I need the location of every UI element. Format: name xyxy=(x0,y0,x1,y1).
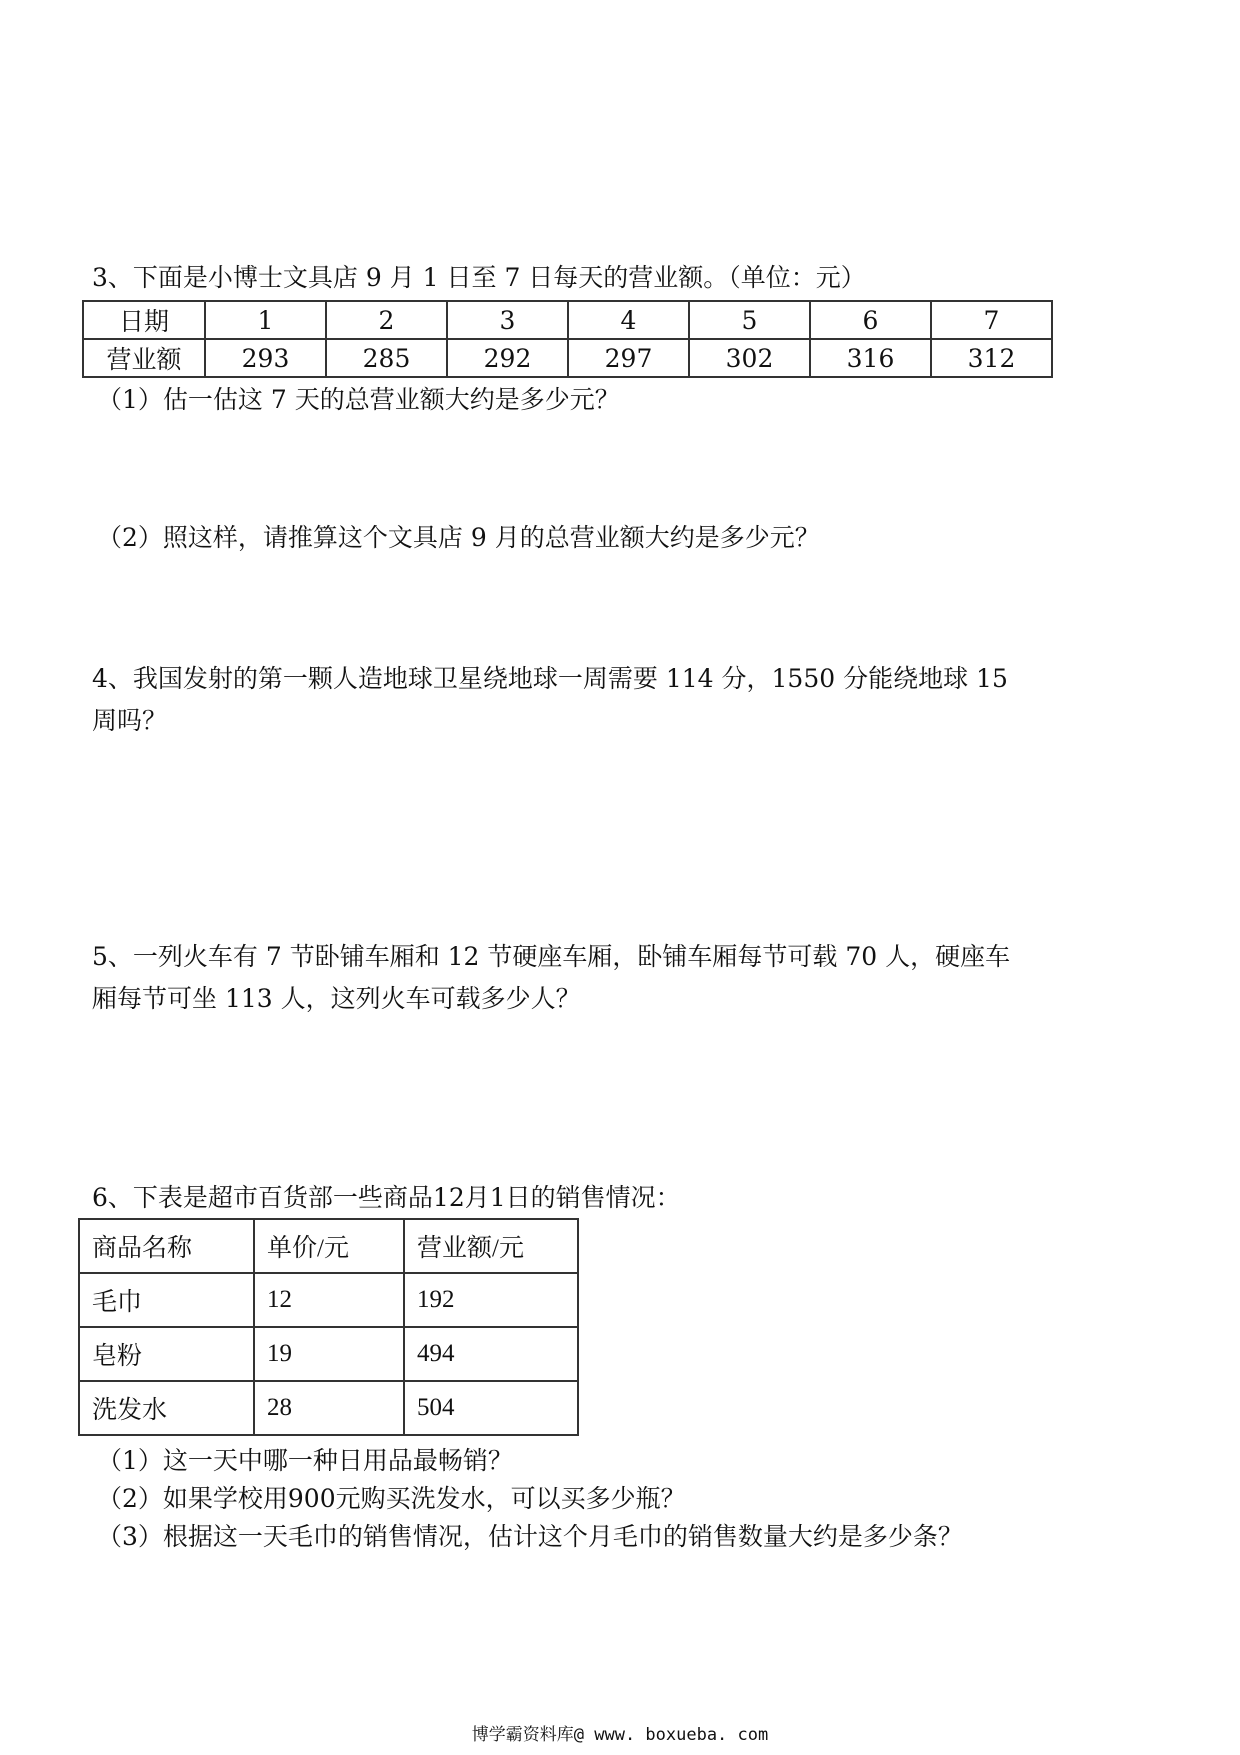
revenue-cell: 292 xyxy=(447,339,568,377)
q6-sub1: （1）这一天中哪一种日用品最畅销？ xyxy=(97,1446,513,1475)
q3-sub2: （2）照这样，请推算这个文具店 9 月的总营业额大约是多少元？ xyxy=(97,523,820,552)
q3-revenue-table xyxy=(82,300,1053,378)
revenue-cell: 285 xyxy=(326,339,447,377)
revenue-cell: 312 xyxy=(931,339,1052,377)
q6-sub2: （2）如果学校用900元购买洗发水，可以买多少瓶？ xyxy=(97,1484,686,1513)
revenue-cell: 316 xyxy=(810,339,931,377)
q3-sub1: （1）估一估这 7 天的总营业额大约是多少元？ xyxy=(97,385,620,414)
row-header-revenue: 营业额 xyxy=(83,339,205,377)
revenue-cell: 293 xyxy=(205,339,326,377)
header-revenue: 营业额/元 xyxy=(404,1219,578,1273)
q4-line2: 周吗？ xyxy=(92,706,168,735)
date-cell: 5 xyxy=(689,301,810,339)
item-revenue: 494 xyxy=(404,1327,578,1381)
item-name: 洗发水 xyxy=(79,1381,254,1435)
item-price: 19 xyxy=(254,1327,404,1381)
q4-line1: 4、我国发射的第一颗人造地球卫星绕地球一周需要 114 分，1550 分能绕地球 15 xyxy=(92,664,1008,693)
header-price: 单价/元 xyxy=(254,1219,404,1273)
date-cell: 1 xyxy=(205,301,326,339)
q5-line1: 5、一列火车有 7 节卧铺车厢和 12 节硬座车厢，卧铺车厢每节可载 70 人，硬座车 xyxy=(92,942,1011,971)
date-cell: 4 xyxy=(568,301,689,339)
item-name: 皂粉 xyxy=(79,1327,254,1381)
q6-sales-table xyxy=(78,1218,579,1436)
q6-title: 6、下表是超市百货部一些商品12月1日的销售情况： xyxy=(92,1183,681,1212)
date-cell: 3 xyxy=(447,301,568,339)
revenue-cell: 302 xyxy=(689,339,810,377)
revenue-cell: 297 xyxy=(568,339,689,377)
item-price: 28 xyxy=(254,1381,404,1435)
q5-line2: 厢每节可坐 113 人，这列火车可载多少人？ xyxy=(92,984,581,1013)
table-row xyxy=(79,1327,578,1381)
table-row xyxy=(79,1219,578,1273)
item-revenue: 504 xyxy=(404,1381,578,1435)
row-header-date: 日期 xyxy=(83,301,205,339)
q3-title: 3、下面是小博士文具店 9 月 1 日至 7 日每天的营业额。（单位：元） xyxy=(92,263,866,292)
date-cell: 2 xyxy=(326,301,447,339)
item-revenue: 192 xyxy=(404,1273,578,1327)
footer-watermark: 博学霸资料库@ www. boxueba. com xyxy=(471,1725,769,1745)
header-name: 商品名称 xyxy=(79,1219,254,1273)
date-cell: 7 xyxy=(931,301,1052,339)
item-price: 12 xyxy=(254,1273,404,1327)
table-row xyxy=(79,1381,578,1435)
q6-sub3: （3）根据这一天毛巾的销售情况，估计这个月毛巾的销售数量大约是多少条？ xyxy=(97,1522,963,1551)
date-cell: 6 xyxy=(810,301,931,339)
table-row xyxy=(79,1273,578,1327)
table-row xyxy=(83,301,1052,339)
table-row xyxy=(83,339,1052,377)
item-name: 毛巾 xyxy=(79,1273,254,1327)
